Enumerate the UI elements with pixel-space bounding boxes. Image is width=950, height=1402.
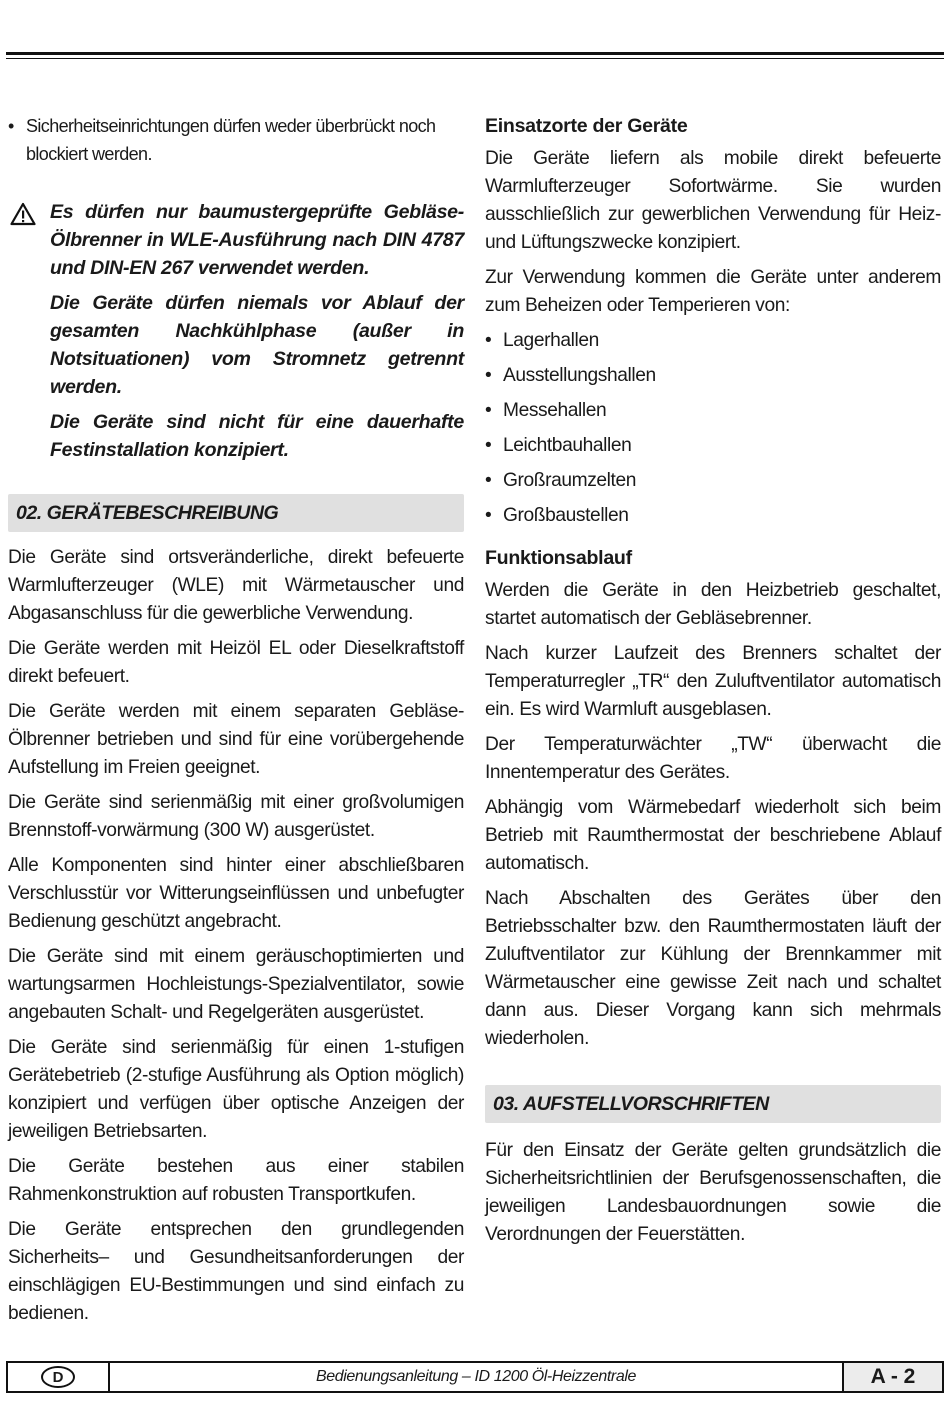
list-item: • Großraumzelten [485, 467, 941, 495]
paragraph: Abhängig vom Wärmebedarf wiederholt sich beim Betrieb mit Raumthermostat der beschriebene Ablauf automatisch. [485, 797, 941, 874]
bullet-icon: • [485, 365, 492, 386]
list-item: • Großbaustellen [485, 502, 941, 530]
paragraph: Der Temperaturwächter „TW“ überwacht die Innentemperatur des Gerätes. [485, 734, 941, 783]
paragraph: Zur Verwendung kommen die Geräte unter anderem zum Beheizen oder Temperieren von: [485, 267, 941, 316]
section-heading: 03. AUFSTELLVORSCHRIFTEN [485, 1085, 941, 1123]
places-list [485, 327, 941, 530]
paragraph: Die Geräte entsprechen den grundlegenden Sicherheits– und Gesundheitsanforderungen der einschlägigen EU-Bestimmungen und sind einfach zu bedienen. [8, 1219, 464, 1324]
paragraph: Die Geräte sind ortsveränderliche, direkt befeuerte Warmlufterzeuger (WLE) mit Wärmetauscher und Abgasanschluss für die gewerbliche Verwendung. [8, 547, 464, 624]
subheading: Funktionsablauf [485, 547, 632, 569]
list-item: • Lagerhallen [485, 327, 941, 355]
paragraph: Die Geräte sind serienmäßig mit einer großvolumigen Brennstoff-vorwärmung (300 W) ausgerüstet. [8, 792, 464, 841]
bullet-icon: • [485, 330, 492, 351]
footer-lang-cell [8, 1363, 110, 1391]
bullet-icon: • [485, 470, 492, 491]
bullet-icon: • [485, 435, 492, 456]
list-item: • Messehallen [485, 397, 941, 425]
paragraph: Die Geräte sind serienmäßig für einen 1-stufigen Gerätebetrieb (2-stufige Ausführung als Option möglich) konzipiert und verfügen über optische Anzeigen der jeweiligen Betriebsarten. [8, 1037, 464, 1142]
top-rule [6, 52, 944, 55]
page-number: A - 2 [842, 1363, 942, 1391]
paragraph: Nach kurzer Laufzeit des Brenners schaltet der Temperaturregler „TR“ den Zuluftventilator automatisch ein. Es wird Warmluft ausgeblasen. [485, 643, 941, 720]
warning-text: Die Geräte sind nicht für eine dauerhafte Festinstallation konzipiert. [50, 411, 464, 461]
paragraph: Werden die Geräte in den Heizbetrieb geschaltet, startet automatisch der Gebläsebrenner. [485, 580, 941, 629]
bullet-text: Sicherheitseinrichtungen dürfen weder überbrückt noch blockiert werden. [26, 116, 436, 164]
language-badge: D [41, 1366, 75, 1388]
warning-text: Die Geräte dürfen niemals vor Ablauf der gesamten Nachkühlphase (außer in Notsituationen) vom Stromnetz getrennt werden. [50, 292, 464, 398]
paragraph: Die Geräte werden mit Heizöl EL oder Dieselkraftstoff direkt befeuert. [8, 638, 464, 687]
subheading: Einsatzorte der Geräte [485, 115, 688, 137]
page-footer [6, 1361, 944, 1393]
paragraph: Die Geräte werden mit einem separaten Gebläse-Ölbrenner betrieben und sind für eine vorübergehende Aufstellung im Freien geeignet. [8, 701, 464, 778]
section-heading: 02. GERÄTEBESCHREIBUNG [8, 494, 464, 532]
right-column [485, 112, 941, 1256]
warning-triangle-icon [10, 202, 36, 226]
paragraph: Die Geräte sind mit einem geräuschoptimierten und wartungsarmen Hochleistungs-Spezialventilator, sowie angebauten Schalt- und Regelgeräten ausgerüstet. [8, 946, 464, 1023]
paragraph: Nach Abschalten des Gerätes über den Betriebsschalter bzw. den Raumthermostaten läuft der Zuluftventilator zur Kühlung der Brennkammer mit Wärmetauscher eine gewisse Zeit nach und schaltet dann aus. Dieser Vorgang kann sich mehrmals wiederholen. [485, 888, 941, 1049]
warning-block [8, 198, 464, 464]
list-item: • Leichtbauhallen [485, 432, 941, 460]
paragraph: Alle Komponenten sind hinter einer abschließbaren Verschlusstür vor Witterungseinflüssen und unbefugter Bedienung geschützt angebracht. [8, 855, 464, 932]
bullet-icon: • [485, 505, 492, 526]
list-item: • Ausstellungshallen [485, 362, 941, 390]
list-item [8, 112, 464, 168]
top-rule-thin [6, 58, 944, 59]
footer-title: Bedienungsanleitung – ID 1200 Öl-Heizzentrale [316, 1368, 636, 1385]
bullet-icon: • [485, 400, 492, 421]
paragraph: Die Geräte bestehen aus einer stabilen Rahmenkonstruktion auf robusten Transportkufen. [8, 1156, 464, 1205]
left-column [8, 112, 464, 1335]
paragraph: Die Geräte liefern als mobile direkt befeuerte Warmlufterzeuger Sofortwärme. Sie wurden ausschließlich zur gewerblichen Verwendung für Heiz- und Lüftungszwecke konzipiert. [485, 148, 941, 253]
paragraph: Für den Einsatz der Geräte gelten grundsätzlich die Sicherheitsrichtlinien der Berufsgenossenschaften, die jeweiligen Landesbauordnungen sowie die Verordnungen der Feuerstätten. [485, 1140, 941, 1245]
bullet-icon: • [8, 116, 14, 136]
warning-text: Es dürfen nur baumustergeprüfte Gebläse-Ölbrenner in WLE-Ausführung nach DIN 4787 und DIN-EN 267 verwendet werden. [50, 201, 464, 279]
